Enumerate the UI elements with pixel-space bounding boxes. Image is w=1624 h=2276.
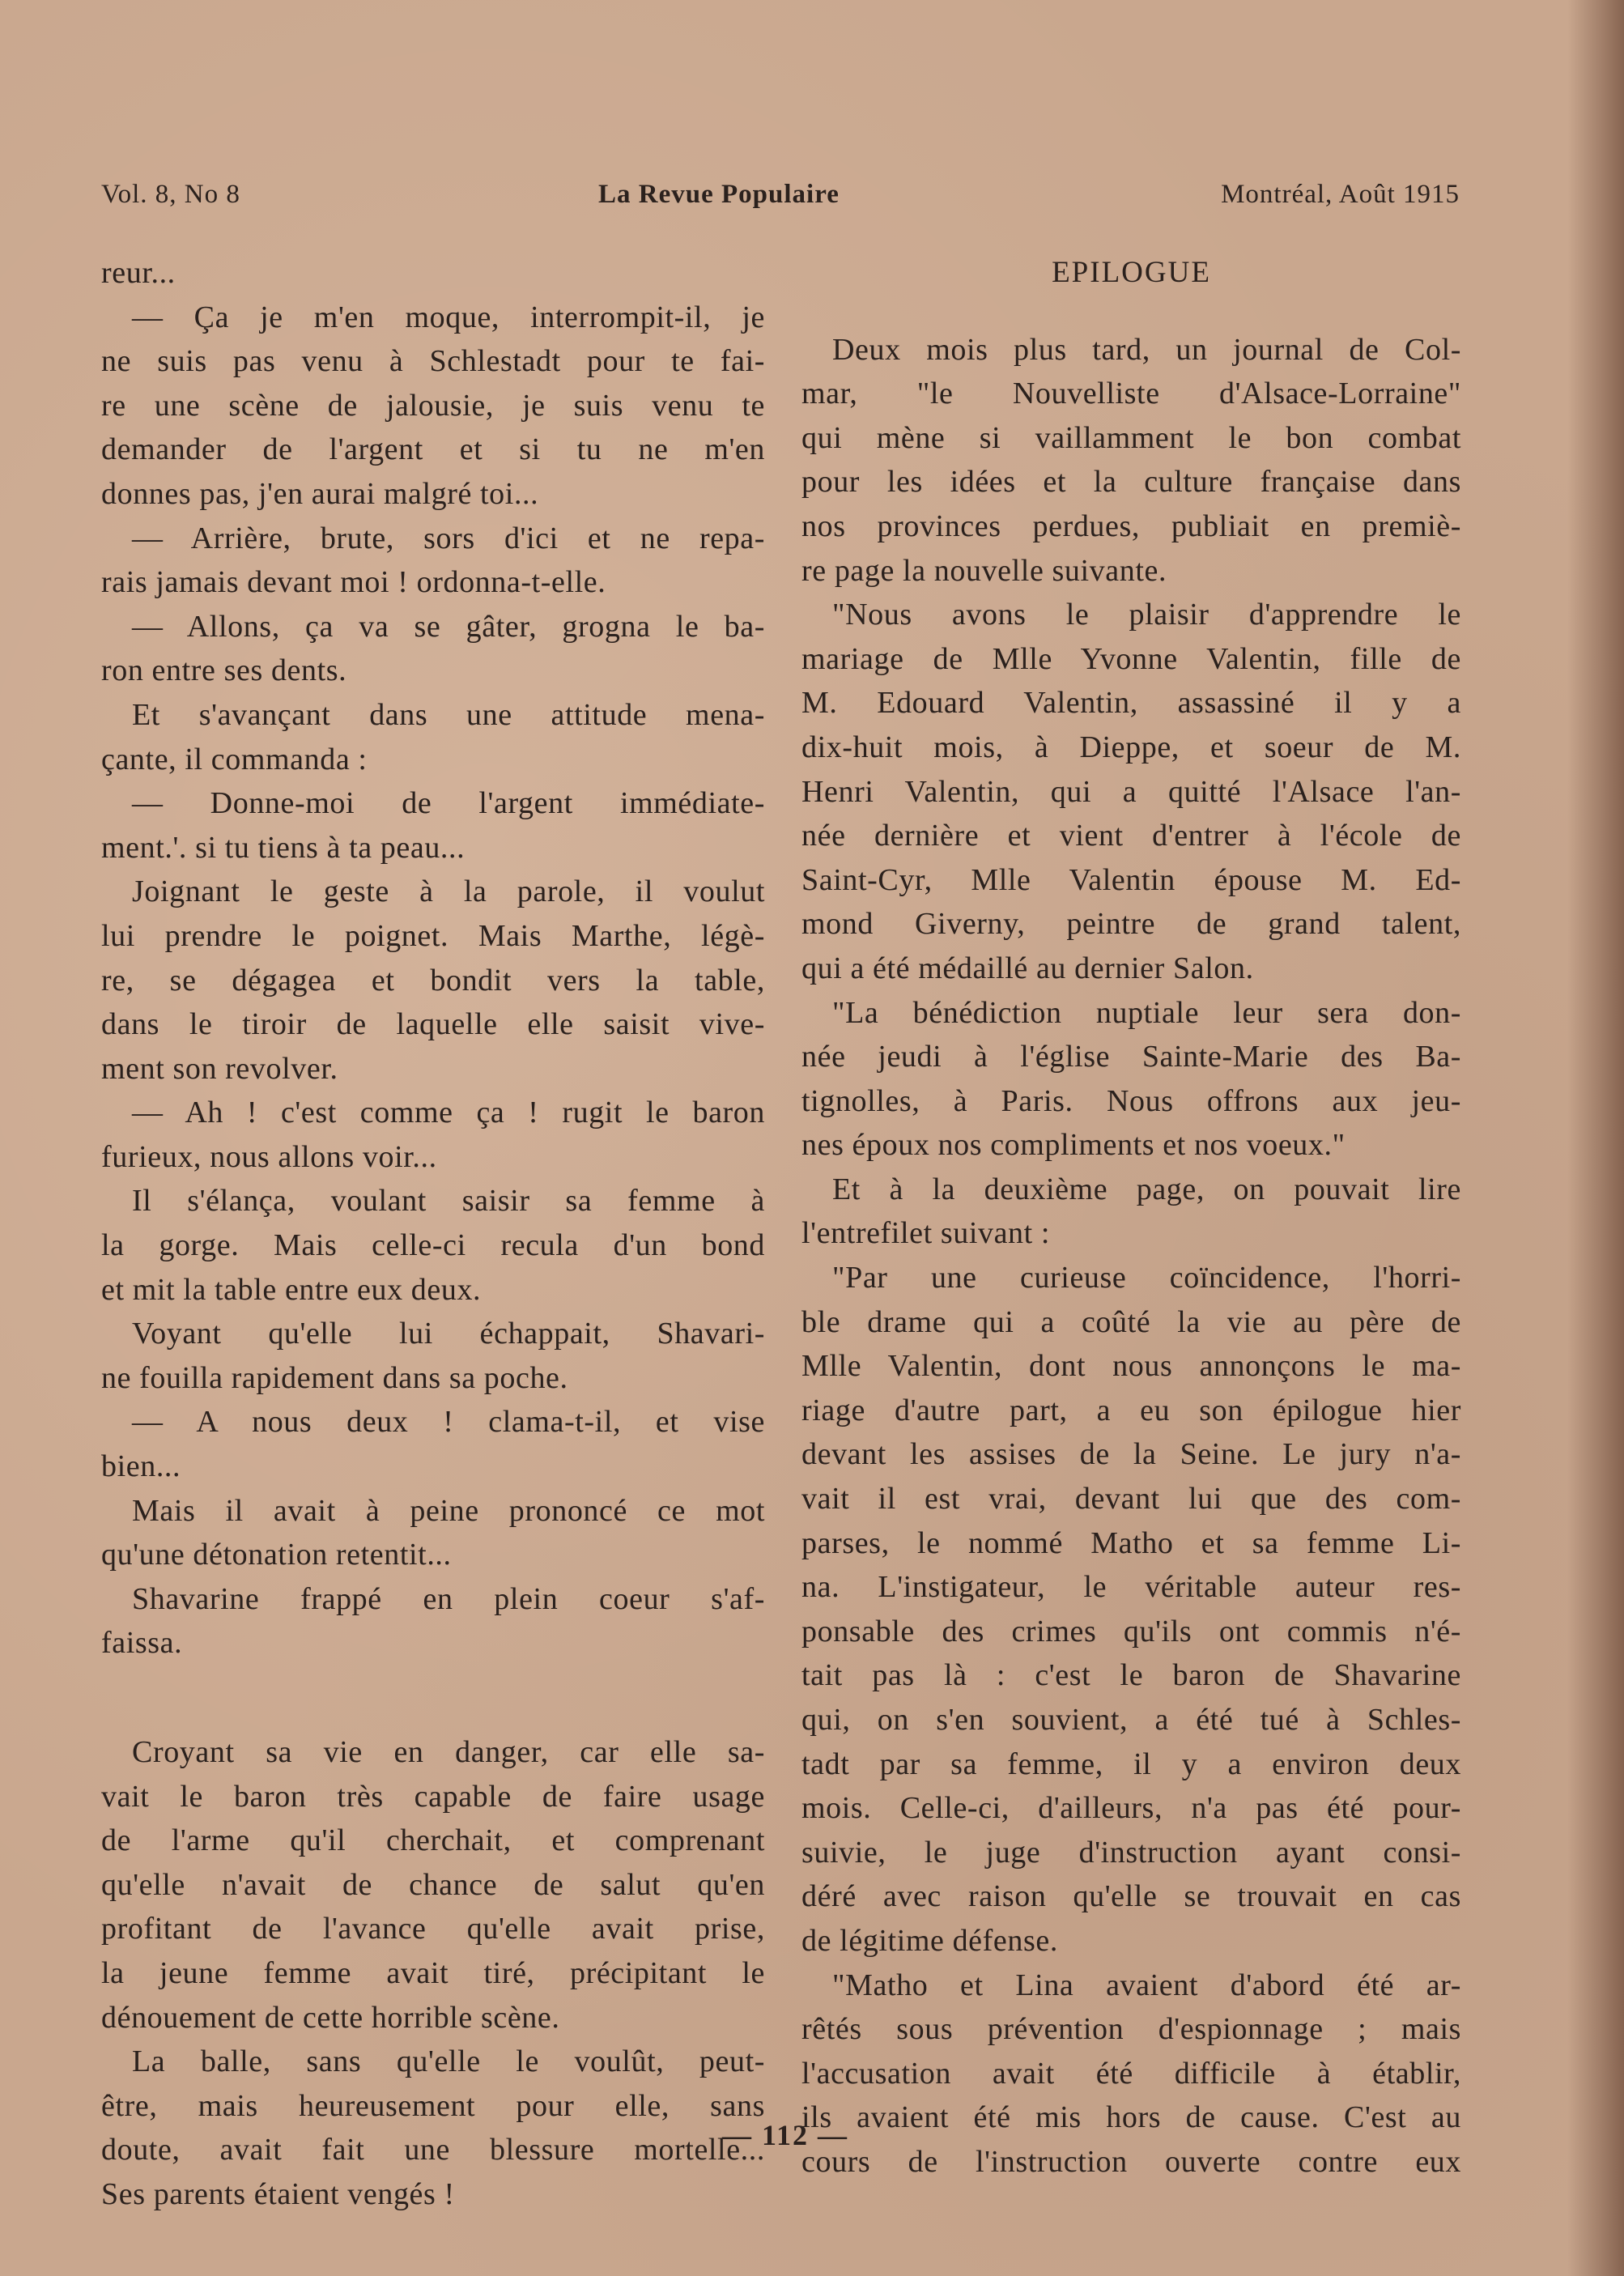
text-line: profitant de l'avance qu'elle avait prise,: [101, 1912, 765, 1946]
running-header: [101, 180, 1460, 220]
text-line: re page la nouvelle suivante.: [801, 553, 1167, 588]
text-line: reur...: [101, 256, 176, 290]
text-line: Voyant qu'elle lui échappait, Shavari-: [132, 1317, 765, 1351]
text-line: nes époux nos compliments et nos voeux.": [801, 1128, 1346, 1163]
text-line: "Par une curieuse coïncidence, l'horri-: [832, 1261, 1461, 1295]
text-line: la gorge. Mais celle-ci recula d'un bond: [101, 1228, 765, 1263]
text-line: Et s'avançant dans une attitude mena-: [132, 697, 765, 732]
text-line: Henri Valentin, qui a quitté l'Alsace l'an-: [801, 774, 1461, 809]
text-line: re, se dégagea et bondit vers la table,: [101, 963, 765, 998]
text-line: — Donne-moi de l'argent immédiate-: [132, 786, 765, 821]
text-line: l'accusation avait été difficile à établir,: [801, 2056, 1461, 2091]
text-line: de l'arme qu'il cherchait, et comprenant: [101, 1823, 765, 1858]
right-column: [801, 251, 1461, 2185]
text-line: née dernière et vient d'entrer à l'école de: [801, 819, 1461, 853]
text-line: ne suis pas venu à Schlestadt pour te fai-: [101, 344, 765, 379]
text-line: faissa.: [101, 1626, 183, 1661]
text-line: déré avec raison qu'elle se trouvait en cas: [801, 1879, 1461, 1914]
text-line: — Allons, ça va se gâter, grogna le ba-: [132, 609, 765, 644]
text-line: ron entre ses dents.: [101, 653, 347, 688]
text-line: cours de l'instruction ouverte contre eux: [801, 2144, 1461, 2179]
text-line: ponsable des crimes qu'ils ont commis n'é-: [801, 1614, 1461, 1649]
text-line: ils avaient été mis hors de cause. C'est au: [801, 2100, 1461, 2135]
text-line: donnes pas, j'en aurai malgré toi...: [101, 476, 539, 511]
text-line: et mit la table entre eux deux.: [101, 1272, 482, 1307]
text-line: Mais il avait à peine prononcé ce mot: [132, 1493, 765, 1528]
text-line: "Matho et Lina avaient d'abord été ar-: [832, 1968, 1461, 2002]
text-line: tait pas là : c'est le baron de Shavarine: [801, 1658, 1461, 1693]
text-line: dix-huit mois, à Dieppe, et soeur de M.: [801, 730, 1461, 764]
text-line: — Ah ! c'est comme ça ! rugit le baron: [132, 1095, 765, 1130]
text-line: rêtés sous prévention d'espionnage ; mais: [801, 2012, 1461, 2047]
text-line: mond Giverny, peintre de grand talent,: [801, 907, 1461, 942]
text-line: "Nous avons le plaisir d'apprendre le: [832, 598, 1461, 632]
text-line: mariage de Mlle Yvonne Valentin, fille de: [801, 641, 1461, 676]
text-line: ment.'. si tu tiens à ta peau...: [101, 830, 466, 865]
text-line: — A nous deux ! clama-t-il, et vise: [132, 1405, 765, 1440]
text-line: née jeudi à l'église Sainte-Marie des Ba-: [801, 1040, 1461, 1074]
text-line: parses, le nommé Matho et sa femme Li-: [801, 1525, 1461, 1560]
text-line: tadt par sa femme, il y a environ deux: [801, 1746, 1461, 1781]
text-line: Joignant le geste à la parole, il voulut: [132, 874, 765, 909]
journal-title: La Revue Populaire: [598, 180, 840, 209]
text-line: ble drame qui a coûté la vie au père de: [801, 1304, 1461, 1339]
text-line: re une scène de jalousie, je suis venu te: [101, 388, 765, 423]
text-line: furieux, nous allons voir...: [101, 1139, 437, 1174]
text-line: mois. Celle-ci, d'ailleurs, n'a pas été pour-: [801, 1791, 1461, 1826]
text-line: doute, avait fait une blessure mortelle...: [101, 2133, 765, 2168]
text-line: Ses parents étaient vengés !: [101, 2176, 455, 2211]
text-line: pour les idées et la culture française dans: [801, 465, 1461, 500]
text-line: de légitime défense.: [801, 1923, 1058, 1958]
text-line: na. L'instigateur, le véritable auteur res-: [801, 1570, 1461, 1605]
text-line: qui mène si vaillamment le bon combat: [801, 420, 1461, 455]
text-line: tignolles, à Paris. Nous offrons aux jeu-: [801, 1083, 1461, 1118]
text-line: qui a été médaillé au dernier Salon.: [801, 951, 1254, 985]
section-heading: EPILOGUE: [1052, 256, 1211, 289]
text-line: Et à la deuxième page, on pouvait lire: [832, 1172, 1461, 1206]
text-line: M. Edouard Valentin, assassiné il y a: [801, 686, 1461, 721]
text-line: suivie, le juge d'instruction ayant consi-: [801, 1835, 1461, 1870]
page-edge-shadow: [1567, 0, 1624, 2276]
section-break: [101, 1666, 765, 1730]
text-line: Deux mois plus tard, un journal de Col-: [832, 332, 1461, 367]
text-line: devant les assises de la Seine. Le jury n'a-: [801, 1437, 1461, 1472]
text-line: dénouement de cette horrible scène.: [101, 2000, 560, 2035]
text-line: ne fouilla rapidement dans sa poche.: [101, 1360, 568, 1395]
issue-date: Montréal, Août 1915: [1221, 180, 1460, 209]
text-line: Croyant sa vie en danger, car elle sa-: [132, 1735, 765, 1769]
text-line: mar, "le Nouvelliste d'Alsace-Lorraine": [801, 376, 1461, 411]
text-line: lui prendre le poignet. Mais Marthe, légè-: [101, 918, 765, 953]
text-line: ment son revolver.: [101, 1051, 338, 1086]
text-line: demander de l'argent et si tu ne m'en: [101, 432, 765, 467]
text-line: vait il est vrai, devant lui que des com-: [801, 1482, 1461, 1517]
text-line: bien...: [101, 1449, 181, 1484]
text-line: la jeune femme avait tiré, précipitant le: [101, 1955, 765, 1990]
text-line: Il s'élança, voulant saisir sa femme à: [132, 1184, 765, 1219]
text-line: être, mais heureusement pour elle, sans: [101, 2088, 765, 2123]
text-line: qu'une détonation retentit...: [101, 1538, 452, 1572]
text-line: vait le baron très capable de faire usage: [101, 1779, 765, 1814]
text-line: — Arrière, brute, sors d'ici et ne repa-: [132, 521, 765, 555]
text-line: rais jamais devant moi ! ordonna-t-elle.: [101, 565, 606, 600]
text-line: qui, on s'en souvient, a été tué à Schles-: [801, 1703, 1461, 1737]
text-line: qu'elle n'avait de chance de salut qu'en: [101, 1867, 765, 1902]
page-number: — 112 —: [721, 2119, 848, 2151]
volume-number: Vol. 8, No 8: [101, 180, 240, 209]
text-line: La balle, sans qu'elle le voulût, peut-: [132, 2044, 765, 2079]
left-column: [101, 251, 765, 2217]
text-line: — Ça je m'en moque, interrompit-il, je: [132, 300, 765, 334]
text-line: "La bénédiction nuptiale leur sera don-: [832, 995, 1461, 1030]
text-line: nos provinces perdues, publiait en premiè-: [801, 508, 1461, 543]
text-line: riage d'autre part, a eu son épilogue hier: [801, 1393, 1461, 1427]
text-line: çante, il commanda :: [101, 742, 368, 776]
text-line: Shavarine frappé en plein coeur s'af-: [132, 1581, 765, 1616]
text-line: Saint-Cyr, Mlle Valentin épouse M. Ed-: [801, 862, 1461, 897]
text-line: Mlle Valentin, dont nous annonçons le ma-: [801, 1349, 1461, 1384]
text-line: dans le tiroir de laquelle elle saisit vive-: [101, 1007, 765, 1042]
text-line: l'entrefilet suivant :: [801, 1216, 1051, 1251]
